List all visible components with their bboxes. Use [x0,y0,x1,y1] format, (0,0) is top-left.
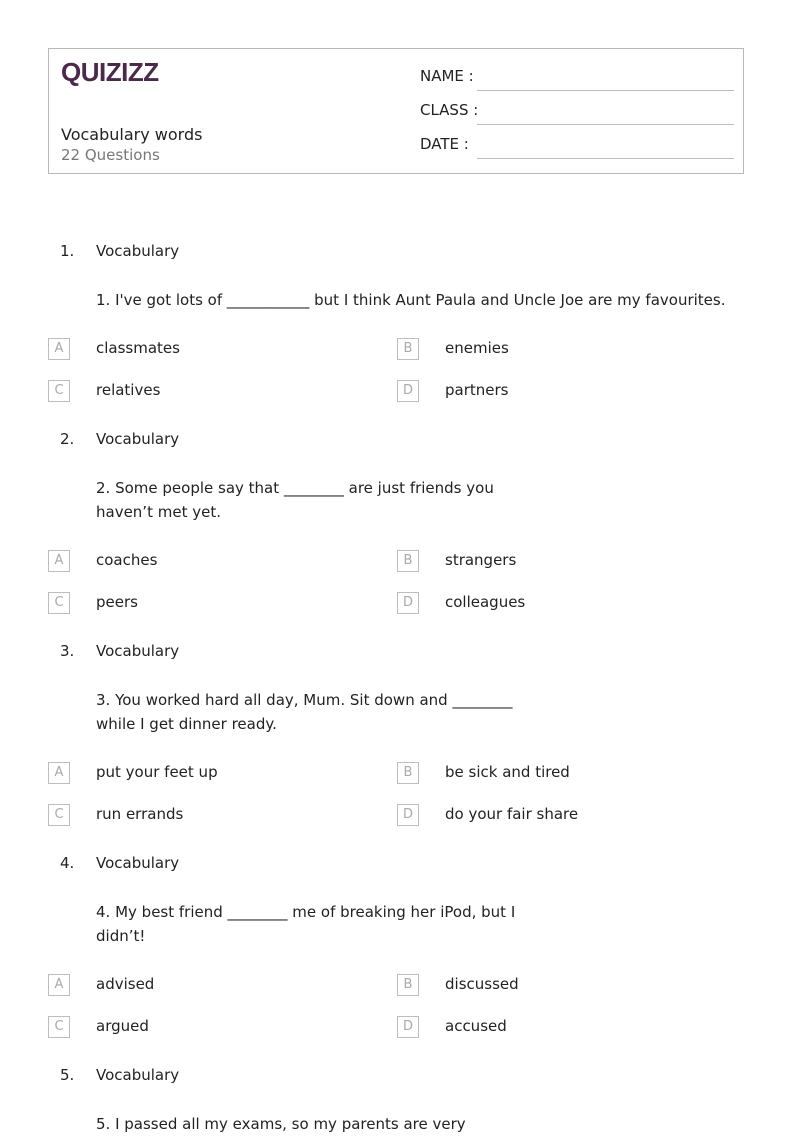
option-d-letter[interactable]: D [397,380,419,402]
option-c-letter[interactable]: C [48,592,70,614]
option-c-text[interactable]: argued [96,1017,149,1035]
question-number: 5. [60,1066,75,1084]
question-text: 1. I've got lots of ___________ but I think Aunt Paula and Uncle Joe are my favourites. [96,291,726,309]
option-c-text[interactable]: peers [96,593,138,611]
option-b-text[interactable]: enemies [445,339,509,357]
worksheet-header [48,48,744,174]
question-text-line-1: 3. You worked hard all day, Mum. Sit down and ________ [96,691,513,709]
option-d-letter[interactable]: D [397,1016,419,1038]
name-line[interactable] [477,90,734,91]
question-type: Vocabulary [96,430,180,448]
question-type: Vocabulary [96,642,180,660]
class-line[interactable] [477,124,734,125]
date-label: DATE : [420,135,469,153]
option-c-letter[interactable]: C [48,804,70,826]
option-b-letter[interactable]: B [397,550,419,572]
option-a-text[interactable]: advised [96,975,155,993]
question-text: 5. I passed all my exams, so my parents are very [96,1115,466,1133]
question-text-line-2: while I get dinner ready. [96,715,277,733]
option-b-letter[interactable]: B [397,974,419,996]
option-d-text[interactable]: colleagues [445,593,526,611]
option-b-text[interactable]: be sick and tired [445,763,570,781]
option-a-text[interactable]: coaches [96,551,158,569]
option-b-text[interactable]: discussed [445,975,519,993]
class-label: CLASS : [420,101,479,119]
question-number: 1. [60,242,75,260]
option-d-text[interactable]: do your fair share [445,805,579,823]
option-b-letter[interactable]: B [397,762,419,784]
question-number: 3. [60,642,75,660]
worksheet-title: Vocabulary words [61,125,203,144]
option-d-letter[interactable]: D [397,804,419,826]
option-b-letter[interactable]: B [397,338,419,360]
option-c-letter[interactable]: C [48,380,70,402]
option-a-text[interactable]: put your feet up [96,763,218,781]
question-type: Vocabulary [96,242,180,260]
question-type: Vocabulary [96,1066,180,1084]
option-d-text[interactable]: partners [445,381,509,399]
option-c-text[interactable]: run errands [96,805,184,823]
question-text-line-2: haven’t met yet. [96,503,221,521]
option-d-text[interactable]: accused [445,1017,507,1035]
question-number: 2. [60,430,75,448]
question-text-line-1: 2. Some people say that ________ are just friends you [96,479,494,497]
option-a-text[interactable]: classmates [96,339,180,357]
date-field[interactable] [420,135,734,159]
date-line[interactable] [477,158,734,159]
option-a-letter[interactable]: A [48,974,70,996]
name-field[interactable] [420,67,734,91]
option-b-text[interactable]: strangers [445,551,517,569]
option-c-letter[interactable]: C [48,1016,70,1038]
option-a-letter[interactable]: A [48,550,70,572]
class-field[interactable] [420,101,734,125]
question-count: 22 Questions [61,146,160,164]
question-number: 4. [60,854,75,872]
option-a-letter[interactable]: A [48,338,70,360]
question-text-line-1: 4. My best friend ________ me of breaking her iPod, but I [96,903,516,921]
question-type: Vocabulary [96,854,180,872]
name-label: NAME : [420,67,474,85]
question-text-line-2: didn’t! [96,927,146,945]
option-a-letter[interactable]: A [48,762,70,784]
quizizz-logo: QUIZIZZ [61,57,159,87]
option-d-letter[interactable]: D [397,592,419,614]
option-c-text[interactable]: relatives [96,381,161,399]
